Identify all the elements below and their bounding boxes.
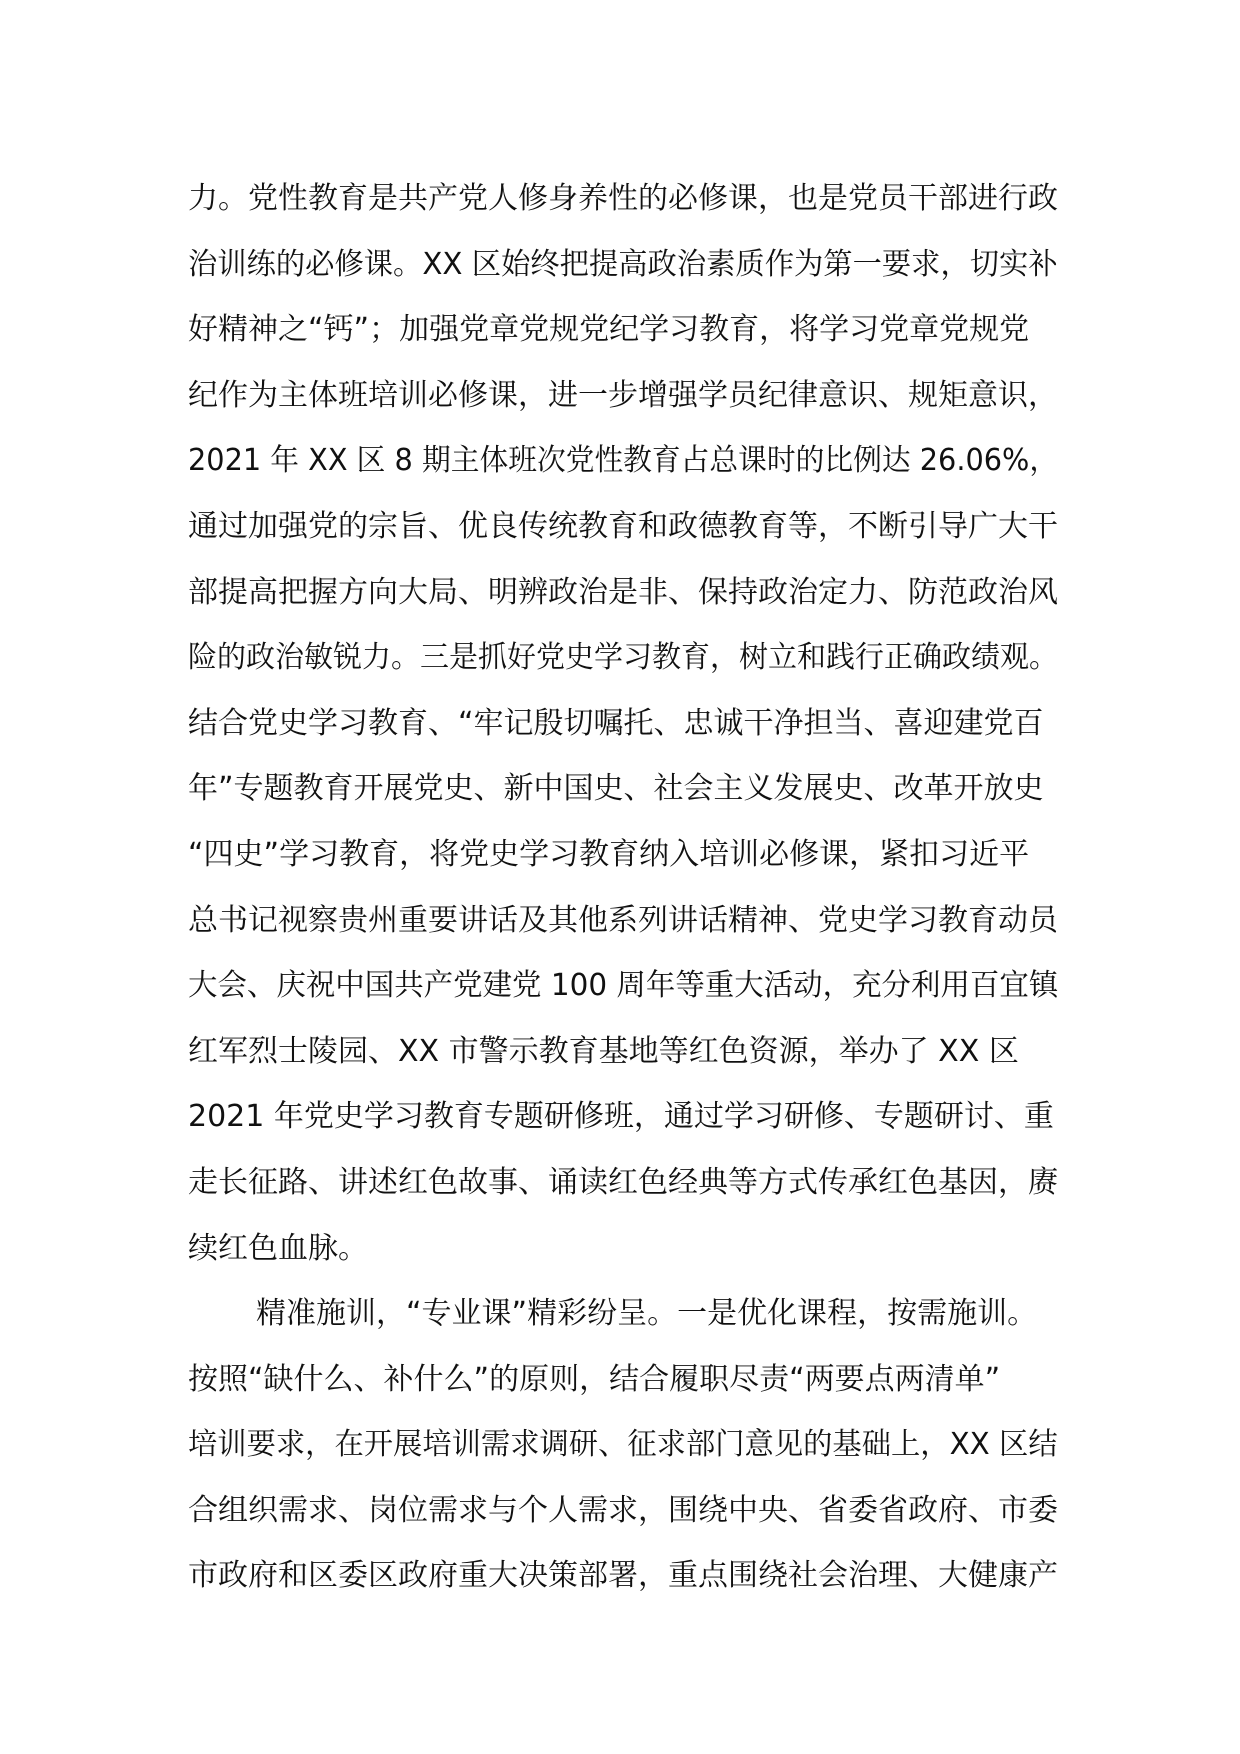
paragraph-first-line: 精准施训，“专业课”精彩纷呈。一是优化课程，按需施训。 (256, 1296, 1038, 1332)
text-line: 红军烈士陵园、XX 市警示教育基地等红色资源，举办了 XX 区 (188, 1033, 1019, 1069)
text-line: 合组织需求、岗位需求与个人需求，围绕中央、省委省政府、市委 (188, 1492, 1058, 1528)
text-line: 年”专题教育开展党史、新中国史、社会主义发展史、改革开放史 (188, 771, 1044, 807)
text-line: 部提高把握方向大局、明辨政治是非、保持政治定力、防范政治风 (188, 574, 1058, 610)
text-line: 力。党性教育是共产党人修身养性的必修课，也是党员干部进行政 (188, 181, 1058, 216)
text-line: 好精神之“钙”；加强党章党规党纪学习教育，将学习党章党规党 (188, 312, 1030, 348)
text-line: 治训练的必修课。XX 区始终把提高政治素质作为第一要求，切实补 (188, 246, 1058, 282)
text-line: 按照“缺什么、补什么”的原则，结合履职尽责“两要点两清单” (188, 1361, 1001, 1397)
text-line: 通过加强党的宗旨、优良传统教育和政德教育等，不断引导广大干 (188, 508, 1058, 544)
text-line: 走长征路、讲述红色故事、诵读红色经典等方式传承红色基因，赓 (188, 1164, 1058, 1200)
text-line: 培训要求，在开展培训需求调研、征求部门意见的基础上，XX 区结 (188, 1427, 1058, 1463)
text-line: 纪作为主体班培训必修课，进一步增强学员纪律意识、规矩意识， (188, 377, 1058, 413)
body-text (188, 166, 1058, 1609)
text-line: 续红色血脉。 (188, 1230, 368, 1266)
text-line: 险的政治敏锐力。三是抓好党史学习教育，树立和践行正确政绩观。 (188, 640, 1059, 676)
text-line: 大会、庆祝中国共产党建党 100 周年等重大活动，充分利用百宜镇 (188, 968, 1059, 1004)
text-line: 总书记视察贵州重要讲话及其他系列讲话精神、党史学习教育动员 (188, 902, 1058, 938)
text-line: 结合党史学习教育、“牢记殷切嘱托、忠诚干净担当、喜迎建党百 (188, 705, 1044, 741)
text-line: “四史”学习教育，将党史学习教育纳入培训必修课，紧扣习近平 (188, 836, 1030, 872)
text-line: 市政府和区委区政府重大决策部署，重点围绕社会治理、大健康产 (188, 1558, 1058, 1594)
text-line: 2021 年党史学习教育专题研修班，通过学习研修、专题研讨、重 (188, 1099, 1054, 1135)
text-line: 2021 年 XX 区 8 期主体班次党性教育占总课时的比例达 26.06%， (188, 443, 1059, 479)
